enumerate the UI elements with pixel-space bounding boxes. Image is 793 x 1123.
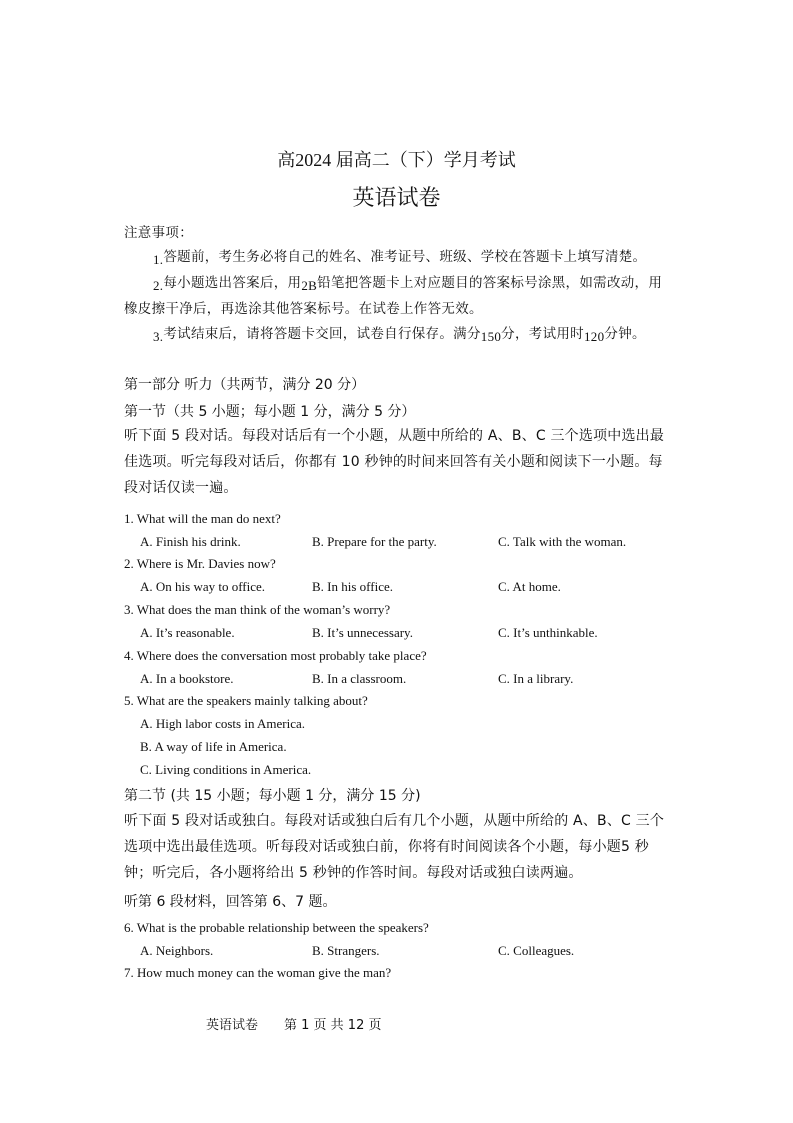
q1-option-a: A. Finish his drink. [140,534,241,549]
part1-title: 第一部分 听力（共两节，满分 20 分） [124,377,366,393]
section2-instructions: 听下面 5 段对话或独白。每段对话或独白后有几个小题，从题中所给的 A、B、C 三个选项中选出最佳选项。听每段对话或独白前，你将有时间阅读各个小题，每小题5 秒钟；听完后，各小题将给出 5 秒钟的作答时间。每段对话或独白读两遍。 [124,813,665,881]
section2-title: 第二节 (共 15 小题；每小题 1 分，满分 15 分) [124,788,421,804]
q5-option-b: B. A way of life in America. [140,739,287,754]
q5-option-c: C. Living conditions in America. [140,762,312,777]
q4-option-c: C. In a library. [498,671,574,686]
notice-item-3-sub1: 150 [480,329,502,344]
q6-option-c: C. Colleagues. [498,943,575,958]
notice-item-3-text-c: 分钟。 [604,326,646,341]
footer-doc-name: 英语试卷 [206,1018,259,1033]
notice-item-2-sub: 2B [301,278,318,293]
q6-option-a: A. Neighbors. [140,943,214,958]
q1-option-b: B. Prepare for the party. [312,534,437,549]
notice-item-3 [153,322,646,345]
q3-option-b: B. It’s unnecessary. [312,625,413,640]
q2-option-c: C. At home. [498,579,561,594]
question-7: 7. How much money can the woman give the man? [124,965,392,980]
notice-item-2-cont: 橡皮擦干净后，再选涂其他答案标号。在试卷上作答无效。 [124,301,483,316]
section1-title: 第一节（共 5 小题；每小题 1 分，满分 5 分） [124,404,416,420]
notice-item-2-num: 2. [153,278,164,293]
page-title: 高2024 届高二（下）学月考试 [277,150,516,170]
question-4: 4. Where does the conversation most probably take place? [124,648,427,663]
notice-item-3-text-a: 考试结束后，请将答题卡交回，试卷自行保存。满分 [163,326,481,341]
q5-option-a: A. High labor costs in America. [140,716,305,731]
notice-item-3-text-b: 分，考试用时 [501,326,584,341]
q4-option-b: B. In a classroom. [312,671,407,686]
q2-option-a: A. On his way to office. [140,579,266,594]
q1-option-c: C. Talk with the woman. [498,534,627,549]
material-6-heading: 听第 6 段材料，回答第 6、7 题。 [124,894,337,910]
q4-option-a: A. In a bookstore. [140,671,234,686]
notice-item-1 [153,245,646,268]
notice-item-1-num: 1. [153,252,164,267]
q3-option-a: A. It’s reasonable. [140,625,235,640]
q2-option-b: B. In his office. [312,579,393,594]
notice-item-3-num: 3. [153,329,164,344]
section1-instructions: 听下面 5 段对话。每段对话后有一个小题，从题中所给的 A、B、C 三个选项中选出最佳选项。听完每段对话后，你都有 10 秒钟的时间来回答有关小题和阅读下一小题。每段对话仅读一遍。 [124,428,665,496]
notice-item-1-text: 答题前，考生务必将自己的姓名、准考证号、班级、学校在答题卡上填写清楚。 [163,249,647,264]
footer-page-number: 第 1 页 共 12 页 [284,1018,382,1033]
question-1: 1. What will the man do next? [124,511,281,526]
question-5: 5. What are the speakers mainly talking about? [124,693,368,708]
question-3: 3. What does the man think of the woman’s worry? [124,602,391,617]
notice-item-2-text-a: 每小题选出答案后，用 [163,275,302,290]
page-subtitle: 英语试卷 [352,185,441,210]
notice-item-2-text-b: 铅笔把答题卡上对应题目的答案标号涂黑，如需改动，用 [317,275,663,290]
q3-option-c: C. It’s unthinkable. [498,625,598,640]
notice-item-2 [153,271,662,294]
q6-option-b: B. Strangers. [312,943,380,958]
question-6: 6. What is the probable relationship between the speakers? [124,920,429,935]
notice-heading: 注意事项： [124,225,193,240]
question-2: 2. Where is Mr. Davies now? [124,556,276,571]
notice-item-3-sub2: 120 [583,329,605,344]
